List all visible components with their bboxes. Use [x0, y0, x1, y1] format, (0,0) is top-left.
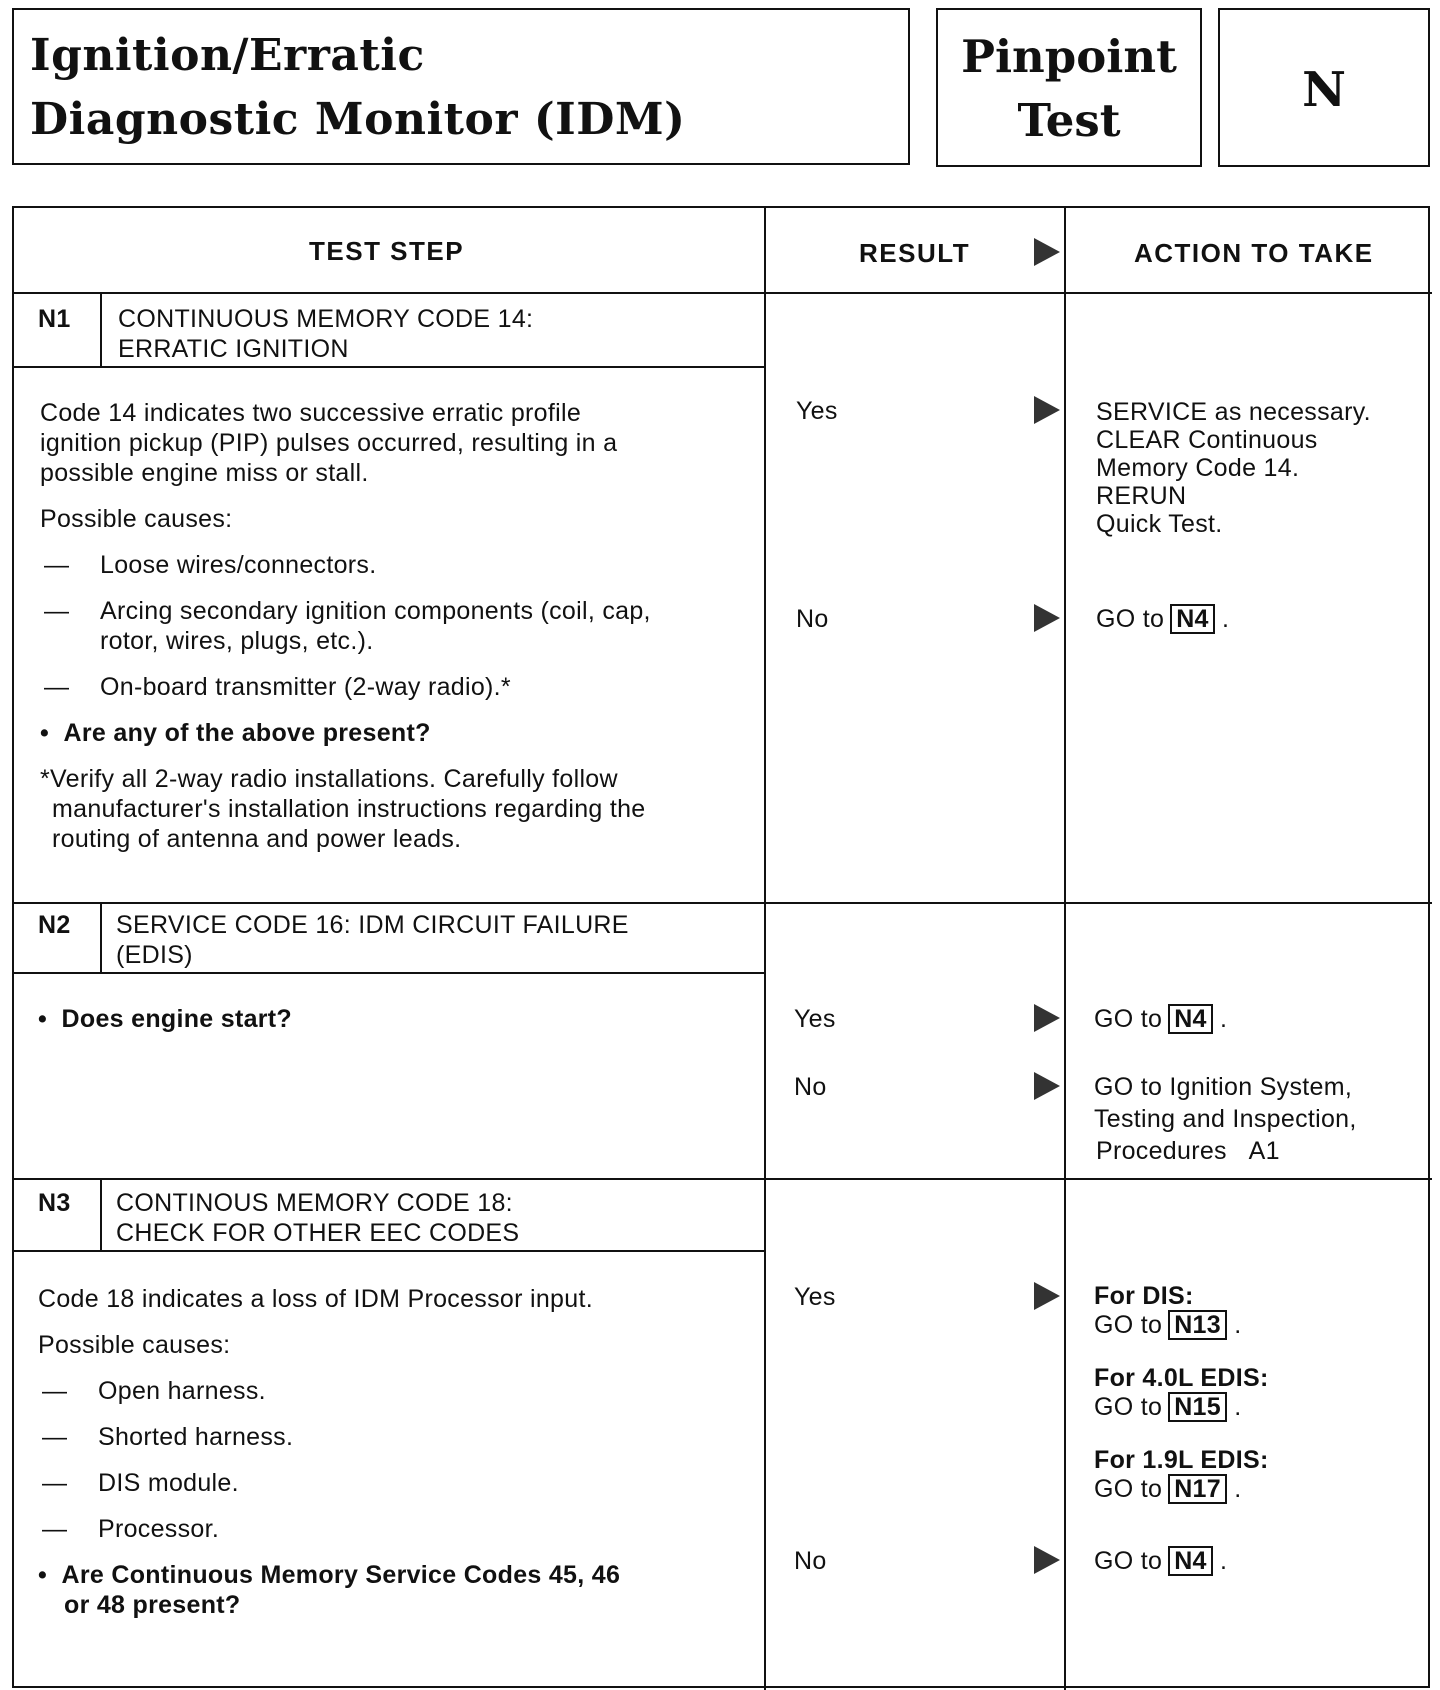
n1-cause2-cont: rotor, wires, plugs, etc.). [100, 627, 374, 655]
n1-causes-label: Possible causes: [40, 505, 233, 533]
n3-edis40-ref[interactable]: N15 [1168, 1392, 1227, 1422]
test-letter: N [1302, 62, 1346, 118]
pinpoint-line2: Test [1017, 94, 1121, 147]
n1-yes-action1: SERVICE as necessary. [1096, 398, 1371, 426]
n3-edis40-action: GO to N15 . [1094, 1393, 1242, 1421]
n3-causes-label: Possible causes: [38, 1331, 231, 1359]
n3-dis-action: GO to N13 . [1094, 1311, 1242, 1339]
n2-question: • Does engine start? [38, 1005, 292, 1033]
n2-no: No [794, 1073, 827, 1101]
col-test-step: TEST STEP [309, 236, 465, 266]
n3-desc1: Code 18 indicates a loss of IDM Processor input. [38, 1285, 593, 1313]
pinpoint-box [936, 8, 1202, 167]
n3-no-ref[interactable]: N4 [1168, 1546, 1213, 1576]
n3-cause4: — Processor. [42, 1515, 220, 1543]
n1-no-ref[interactable]: N4 [1170, 604, 1215, 634]
title-box [12, 8, 910, 165]
n1-question: • Are any of the above present? [40, 719, 431, 747]
n3-no-action: GO to N4 . [1094, 1547, 1228, 1575]
col-result: RESULT [859, 238, 971, 268]
n3-title-rule [14, 1250, 764, 1252]
n3-edis40-label: For 4.0L EDIS: [1094, 1364, 1269, 1392]
n3-edis19-ref[interactable]: N17 [1168, 1474, 1227, 1504]
n3-id-divider [100, 1178, 102, 1252]
test-letter-box [1218, 8, 1430, 167]
n3-cause2: — Shorted harness. [42, 1423, 294, 1451]
n1-note2: manufacturer's installation instructions regarding the [52, 795, 646, 823]
n1-note3: routing of antenna and power leads. [52, 825, 462, 853]
n3-dis-ref[interactable]: N13 [1168, 1310, 1227, 1340]
n3-title-line1: CONTINOUS MEMORY CODE 18: [116, 1189, 513, 1217]
n2-no-action3: Procedures A1 [1096, 1137, 1280, 1165]
n2-id: N2 [38, 911, 71, 939]
n1-desc3: possible engine miss or stall. [40, 459, 369, 487]
n3-cause1: — Open harness. [42, 1377, 266, 1405]
n1-cause2: — Arcing secondary ignition components (coil, cap, [44, 597, 651, 625]
n2-title-line2: (EDIS) [116, 941, 193, 969]
n1-note1: *Verify all 2-way radio installations. Carefully follow [40, 765, 618, 793]
n3-edis19-label: For 1.9L EDIS: [1094, 1446, 1269, 1474]
n1-title-line1: CONTINUOUS MEMORY CODE 14: [118, 305, 534, 333]
rule-n1-n2 [14, 902, 1432, 904]
n2-title-rule [14, 972, 764, 974]
title-line2: Diagnostic Monitor (IDM) [30, 94, 686, 145]
n3-no-arrow-icon [1034, 1546, 1060, 1574]
n2-yes-ref[interactable]: N4 [1168, 1004, 1213, 1034]
n3-id: N3 [38, 1189, 71, 1217]
header-rule [14, 292, 1432, 294]
n3-question1: • Are Continuous Memory Service Codes 45, 46 [38, 1561, 621, 1589]
n1-desc2: ignition pickup (PIP) pulses occurred, resulting in a [40, 429, 618, 457]
n1-cause1: — Loose wires/connectors. [44, 551, 377, 579]
pinpoint-line1: Pinpoint [961, 30, 1177, 83]
n1-yes: Yes [796, 397, 838, 425]
n3-dis-label: For DIS: [1094, 1282, 1194, 1310]
n2-title-line1: SERVICE CODE 16: IDM CIRCUIT FAILURE [116, 911, 629, 939]
divider-action [1064, 208, 1066, 1690]
n2-no-action2: Testing and Inspection, [1094, 1105, 1357, 1133]
rule-n2-n3 [14, 1178, 1432, 1180]
n1-no-action: GO to N4 . [1096, 605, 1230, 633]
n2-yes-action: GO to N4 . [1094, 1005, 1228, 1033]
n1-yes-action4: RERUN [1096, 482, 1187, 510]
n1-yes-action3: Memory Code 14. [1096, 454, 1300, 482]
n1-cause3: — On-board transmitter (2-way radio).* [44, 673, 511, 701]
n3-cause3: — DIS module. [42, 1469, 239, 1497]
n1-yes-action5: Quick Test. [1096, 510, 1223, 538]
n1-yes-arrow-icon [1034, 396, 1060, 424]
n2-id-divider [100, 902, 102, 974]
col-action: ACTION TO TAKE [1134, 238, 1374, 268]
n1-title-line2: ERRATIC IGNITION [118, 335, 349, 363]
n1-title-rule [14, 366, 764, 368]
n3-title-line2: CHECK FOR OTHER EEC CODES [116, 1219, 520, 1247]
n2-yes: Yes [794, 1005, 836, 1033]
n1-no: No [796, 605, 829, 633]
n3-edis19-action: GO to N17 . [1094, 1475, 1242, 1503]
n3-yes-arrow-icon [1034, 1282, 1060, 1310]
n2-no-action3-ref: A1 [1248, 1137, 1280, 1165]
divider-result [764, 208, 766, 1690]
test-table [12, 206, 1430, 1688]
n1-id-divider [100, 292, 102, 368]
n3-yes: Yes [794, 1283, 836, 1311]
title-line1: Ignition/Erratic [30, 30, 425, 81]
n1-no-arrow-icon [1034, 604, 1060, 632]
result-arrow-icon [1034, 238, 1060, 266]
n2-no-action1: GO to Ignition System, [1094, 1073, 1353, 1101]
n1-desc1: Code 14 indicates two successive erratic profile [40, 399, 582, 427]
n1-yes-action2: CLEAR Continuous [1096, 426, 1318, 454]
n3-no: No [794, 1547, 827, 1575]
n1-id: N1 [38, 305, 71, 333]
n2-no-arrow-icon [1034, 1072, 1060, 1100]
n3-question2: or 48 present? [64, 1591, 241, 1619]
n2-yes-arrow-icon [1034, 1004, 1060, 1032]
